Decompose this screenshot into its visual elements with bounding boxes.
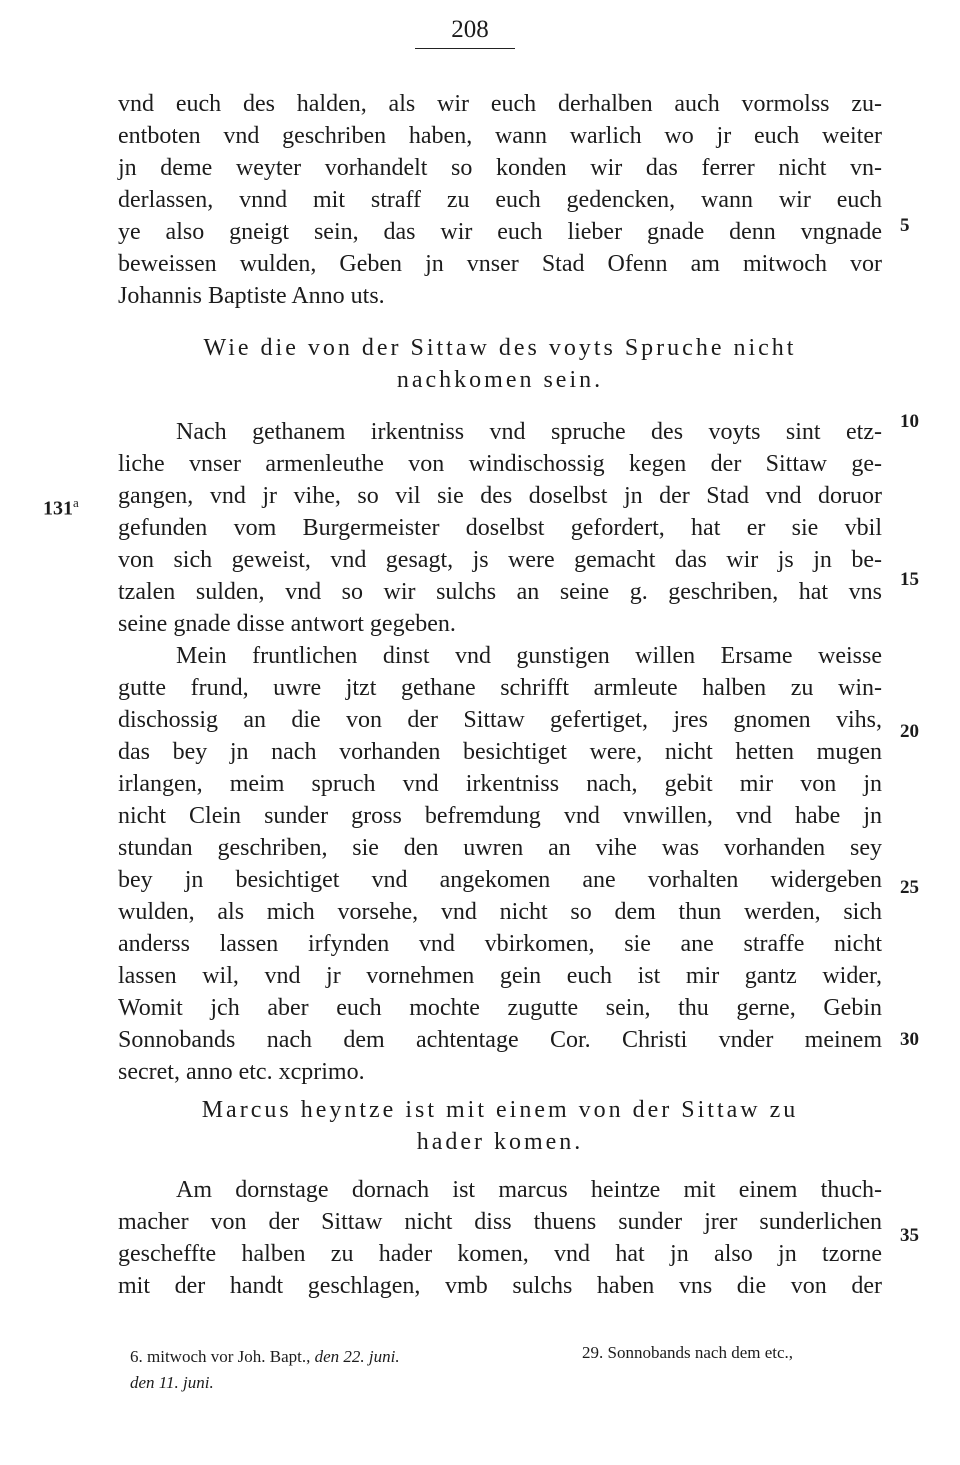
text-line: irlangen, meim spruch vnd irkentniss nach, gebit mir von jn [118, 771, 882, 797]
text-line: Johannis Baptiste Anno uts. [118, 283, 385, 309]
heading-line: nachkomen sein. [396, 367, 604, 393]
paragraph-block-2 [118, 416, 882, 1088]
folio-number: 131 [43, 497, 73, 520]
text-line: gescheffte halben zu hader komen, vnd hat jn also jn tzorne [118, 1241, 882, 1267]
text-line: wulden, als mich vorsehe, vnd nicht so dem thun werden, sich [118, 899, 882, 925]
line-number-15: 15 [900, 569, 919, 590]
text-line: vnd euch des halden, als wir euch derhalben auch vormolss zu- [118, 91, 882, 117]
line-number-35: 35 [900, 1225, 919, 1246]
heading-line: Wie die von der Sittaw des voyts Spruche nicht [203, 335, 797, 361]
text-line: secret, anno etc. xcprimo. [118, 1059, 365, 1085]
footnote-right [582, 1340, 793, 1366]
text-line: von sich geweist, vnd gesagt, js were gemacht das wir js jn be- [118, 547, 882, 573]
text-line: stundan geschriben, sie den uwren an vihe was vorhanden sey [118, 835, 882, 861]
text-line: anderss lassen irfynden vnd vbirkomen, sie ane straffe nicht [118, 931, 882, 957]
text-line: derlassen, vnnd mit straff zu euch gedencken, wann wir euch [118, 187, 882, 213]
text-line: Mein fruntlichen dinst vnd gunstigen willen Ersame weisse [176, 643, 882, 669]
heading-line: Marcus heyntze ist mit einem von der Sittaw zu [201, 1097, 799, 1123]
text-line: Nach gethanem irkentniss vnd spruche des voyts sint etz- [176, 419, 882, 445]
section-heading-1 [118, 332, 882, 396]
text-line: Womit jch aber euch mochte zugutte sein, thu gerne, Gebin [118, 995, 882, 1021]
line-number-5: 5 [900, 215, 910, 236]
section-heading-2 [118, 1094, 882, 1158]
text-line: nicht Clein sunder gross befremdung vnd vnwillen, vnd habe jn [118, 803, 882, 829]
text-line: mit der handt geschlagen, vmb sulchs haben vns die von der [118, 1273, 882, 1299]
text-line: jn deme weyter vorhandelt so konden wir das ferrer nicht vn- [118, 155, 882, 181]
text-line: entboten vnd geschriben haben, wann warlich wo jr euch weiter [118, 123, 882, 149]
line-number-25: 25 [900, 877, 919, 898]
text-line: ye also gneigt sein, das wir euch lieber gnade denn vngnade [118, 219, 882, 245]
text-line: bey jn besichtiget vnd angekomen ane vorhalten widergeben [118, 867, 882, 893]
text-line: gangen, vnd jr vihe, so vil sie des doselbst jn der Stad vnd doruor [118, 483, 882, 509]
line-number-30: 30 [900, 1029, 919, 1050]
text-line: seine gnade disse antwort gegeben. [118, 611, 456, 637]
footnote-date: den 11. juni. [130, 1373, 214, 1392]
text-line: das bey jn nach vorhanden besichtiget were, nicht hetten mugen [118, 739, 882, 765]
footnote-text: 29. Sonnobands nach dem etc., [582, 1343, 794, 1362]
heading-line: hader komen. [416, 1129, 584, 1155]
footnote-date: den 22. juni. [314, 1347, 400, 1366]
paragraph-block-3 [118, 1174, 882, 1302]
folio-marker [43, 493, 79, 519]
footnote-text: 6. mitwoch vor Joh. Bapt., [130, 1347, 311, 1366]
folio-suffix: a [73, 495, 79, 510]
paragraph-block-1 [118, 88, 882, 312]
text-line: liche vnser armenleuthe von windischossig kegen der Sittaw ge- [118, 451, 882, 477]
page-number-rule [415, 48, 515, 49]
text-line: macher von der Sittaw nicht diss thuens sunder jrer sunderlichen [118, 1209, 882, 1235]
text-line: Sonnobands nach dem achtentage Cor. Christi vnder meinem [118, 1027, 882, 1053]
footnote-left [130, 1344, 400, 1396]
text-line: dischossig an die von der Sittaw gefertiget, jres gnomen vihs, [118, 707, 882, 733]
line-number-10: 10 [900, 411, 919, 432]
text-line: gefunden vom Burgermeister doselbst gefordert, hat er sie vbil [118, 515, 882, 541]
text-line: gutte frund, uwre jtzt gethane schrifft armleute halben zu win- [118, 675, 882, 701]
text-line: Am dornstage dornach ist marcus heintze mit einem thuch- [176, 1177, 882, 1203]
text-line: beweissen wulden, Geben jn vnser Stad Ofenn am mitwoch vor [118, 251, 882, 277]
text-line: lassen wil, vnd jr vornehmen gein euch ist mir gantz wider, [118, 963, 882, 989]
page-number: 208 [451, 16, 489, 43]
line-number-20: 20 [900, 721, 919, 742]
text-line: tzalen sulden, vnd so wir sulchs an seine g. geschriben, hat vns [118, 579, 882, 605]
